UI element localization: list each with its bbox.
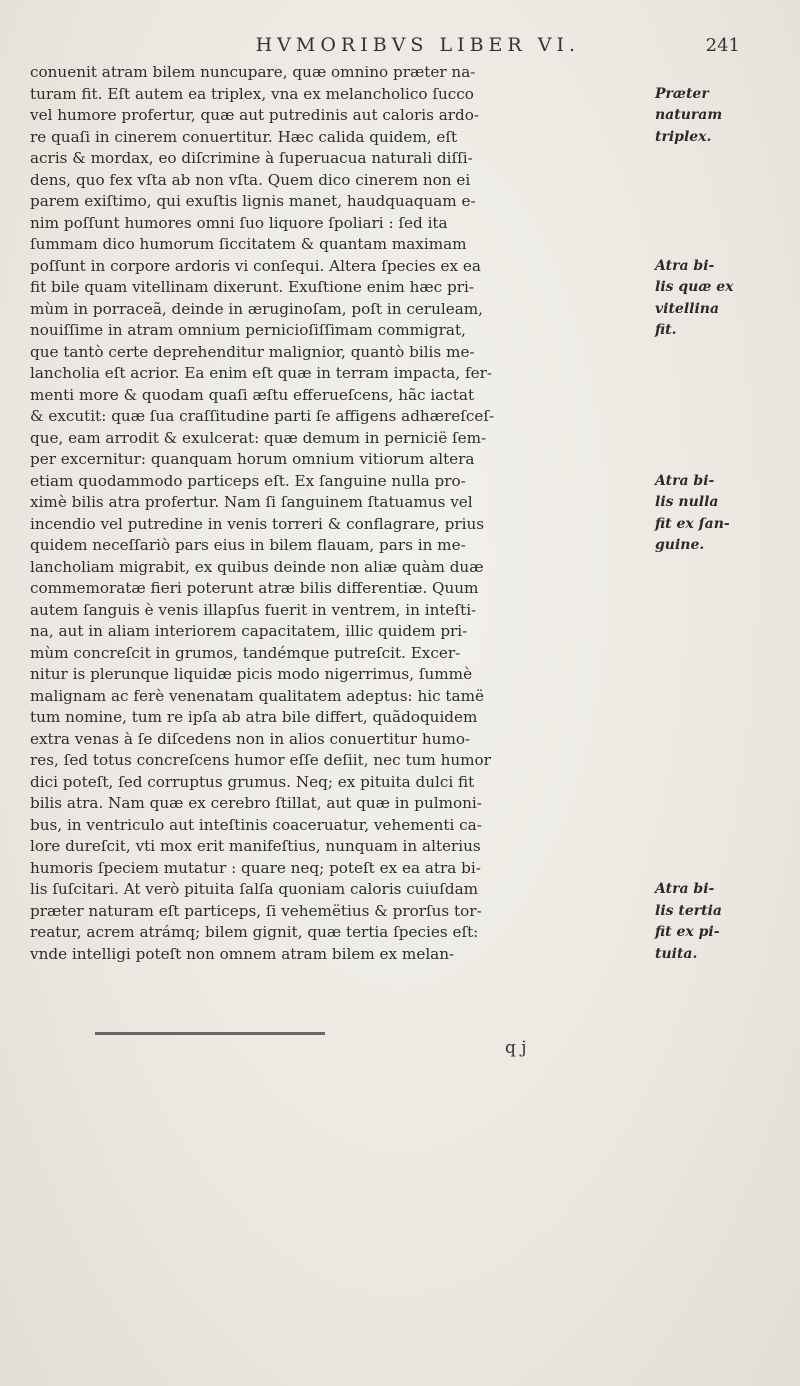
text-line: lancholiam migrabit, ex quibus deinde non aliæ quàm duæ xyxy=(30,557,484,576)
text-line: mùm concreſcit in grumos, tandémque putreſcit. Excer- xyxy=(30,643,461,662)
marginal-note: fit ex pi- xyxy=(655,924,720,940)
text-line: nouiſſime in atram omnium pernicioſiſſimam commigrat, xyxy=(30,321,466,339)
text-line: parem exiſtimo, qui exuſtis lignis manet, haudquaquam e- xyxy=(30,192,476,210)
text-line: etiam quodammodo particeps eſt. Ex ſanguine nulla pro- xyxy=(30,471,466,490)
page-header xyxy=(130,30,740,60)
marginal-note: tuita. xyxy=(655,945,698,962)
marginal-note: fit ex ſan- xyxy=(655,515,730,532)
text-line: præter naturam eſt particeps, ſi vehemëtius & prorſus tor- xyxy=(30,901,482,920)
text-line: dici poteſt, ſed corruptus grumus. Neq; ex pituita dulci fit xyxy=(30,772,475,791)
page-number: 241 xyxy=(705,34,740,56)
main-text-block xyxy=(30,62,650,965)
text-line: lancholia eſt acrior. Ea enim eſt quæ in terram impacta, fer- xyxy=(30,364,493,382)
text-line: menti more & quodam quaſi æſtu efferueſcens, hãc iactat xyxy=(30,385,475,404)
text-line: autem ſanguis è venis illapſus fuerit in ventrem, in inteſti- xyxy=(30,600,477,619)
text-line: poſſunt in corpore ardoris vi conſequi. Altera ſpecies ex ea xyxy=(30,256,481,275)
text-line: & excutit: quæ ſua craſſitudine parti ſe affigens adhæreſceſ- xyxy=(30,407,495,425)
text-line: na, aut in aliam interiorem capacitatem, illic quidem pri- xyxy=(30,622,468,640)
marginal-note: lis nulla xyxy=(655,494,719,510)
text-line: nim poſſunt humores omni ſuo liquore ſpoliari : ſed ita xyxy=(30,213,448,232)
marginal-note: guine. xyxy=(655,537,705,553)
catchword-rule xyxy=(95,1032,325,1035)
text-line: ximè bilis atra profertur. Nam ſi ſanguinem ſtatuamus vel xyxy=(30,493,473,511)
marginal-note: Atra bi- xyxy=(655,472,715,489)
text-line: re quaſi in cinerem conuertitur. Hæc calida quidem, eſt xyxy=(30,127,458,146)
text-line: extra venas à ſe diſcedens non in alios conuertitur humo- xyxy=(30,729,471,748)
text-line: conuenit atram bilem nuncupare, quæ omnino præter na- xyxy=(30,63,476,81)
marginal-note: naturam xyxy=(655,107,723,123)
running-title: HVMORIBVS LIBER VI. xyxy=(255,34,581,56)
text-line: ſummam dico humorum ſiccitatem & quantam maximam xyxy=(30,235,467,253)
text-line: res, ſed totus concreſcens humor eſſe deſiit, nec tum humor xyxy=(30,751,491,769)
marginal-note: Atra bi- xyxy=(655,257,715,274)
text-line: que, eam arrodit & exulcerat: quæ demum in pernicië ſem- xyxy=(30,428,487,447)
text-line: tum nomine, tum re ipſa ab atra bile differt, quãdoquidem xyxy=(30,708,478,726)
text-line: lis ſuſcitari. At verò pituita ſalſa quoniam caloris cuiuſdam xyxy=(30,880,479,898)
text-line: mùm in porraceã, deinde in æruginoſam, poſt in ceruleam, xyxy=(30,299,483,318)
text-line: acris & mordax, eo diſcrimine à ſuperuacua naturali diſſi- xyxy=(30,149,473,167)
text-line: per excernitur: quanquam horum omnium vitiorum altera xyxy=(30,450,475,468)
text-line: reatur, acrem atrámq; bilem gignit, quæ tertia ſpecies eſt: xyxy=(30,923,479,941)
text-line: incendio vel putredine in venis torreri & conflagrare, prius xyxy=(30,514,485,533)
text-line: vnde intelligi poteſt non omnem atram bilem ex melan- xyxy=(30,944,455,963)
marginal-note: lis tertia xyxy=(655,902,722,919)
text-line: commemoratæ fieri poterunt atræ bilis differentiæ. Quum xyxy=(30,579,479,597)
text-line: quidem neceſſariò pars eius in bilem flauam, pars in me- xyxy=(30,536,466,554)
signature-mark: q j xyxy=(505,1038,527,1058)
marginal-note: vitellina xyxy=(655,300,720,317)
marginal-note: triplex. xyxy=(655,128,712,145)
text-line: fit bile quam vitellinam dixerunt. Exuſtione enim hæc pri- xyxy=(30,278,474,296)
marginal-note: fit. xyxy=(655,322,677,338)
text-line: dens, quo fex vſta ab non vſta. Quem dico cinerem non ei xyxy=(30,170,471,189)
text-line: vel humore profertur, quæ aut putredinis aut caloris ardo- xyxy=(30,106,480,124)
marginal-note: Atra bi- xyxy=(655,881,715,897)
page-footer xyxy=(0,1032,800,1072)
text-line: bus, in ventriculo aut inteſtinis coaceruatur, vehementi ca- xyxy=(30,815,482,834)
text-line: bilis atra. Nam quæ ex cerebro ſtillat, aut quæ in pulmoni- xyxy=(30,794,482,812)
text-line: turam fit. Eſt autem ea triplex, vna ex melancholico ſucco xyxy=(30,84,474,103)
text-line: humoris ſpeciem mutatur : quare neq; poteſt ex ea atra bi- xyxy=(30,858,481,877)
text-line: nitur is plerunque liquidæ picis modo nigerrimus, ſummè xyxy=(30,665,473,683)
text-line: que tantò certe deprehenditur malignior, quantò bilis me- xyxy=(30,342,475,361)
marginal-note: Præter xyxy=(655,85,709,102)
text-line: malignam ac ferè venenatam qualitatem adeptus: hic tamë xyxy=(30,686,484,705)
marginal-note: lis quæ ex xyxy=(655,279,734,295)
text-line: lore dureſcit, vti mox erit manifeſtius, nunquam in alterius xyxy=(30,837,481,855)
